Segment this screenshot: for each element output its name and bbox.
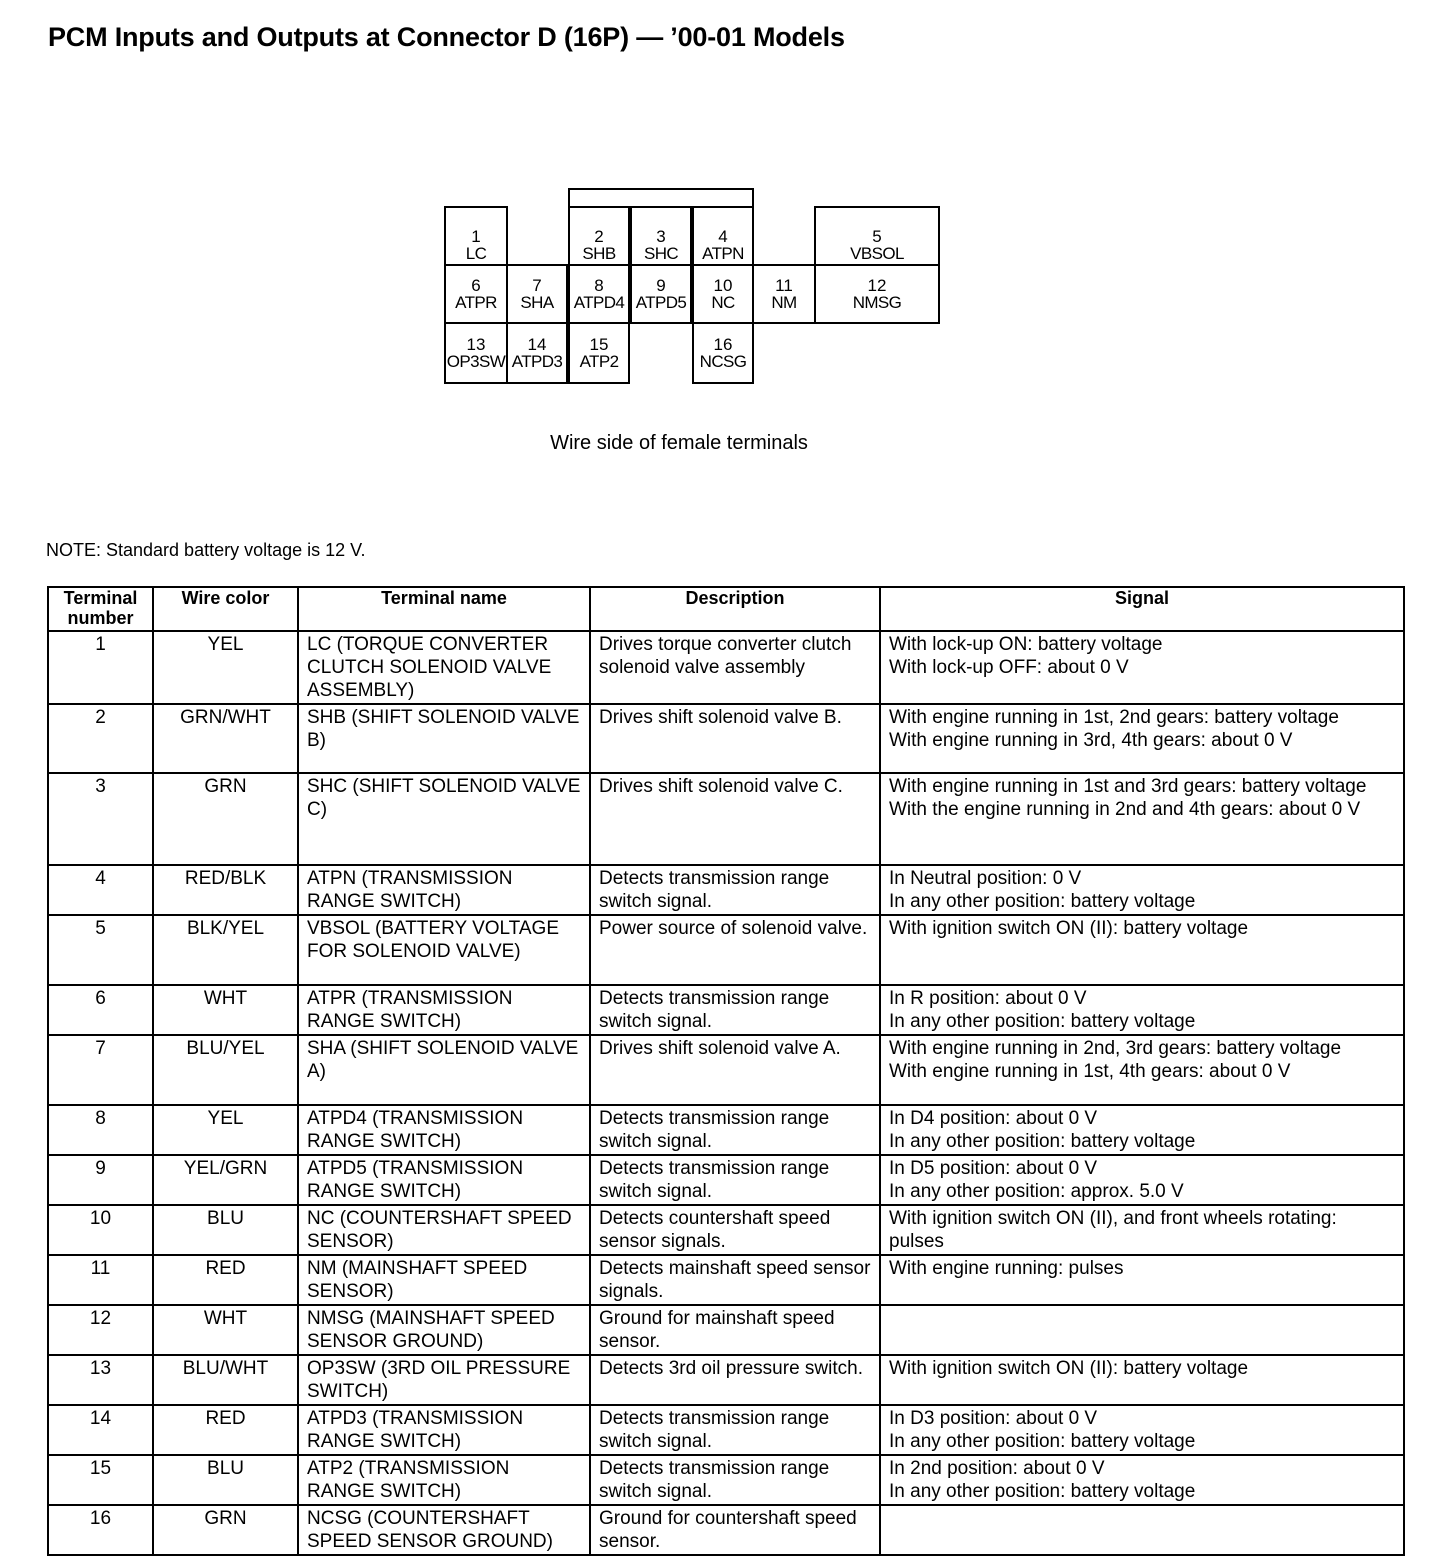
cell-description: Power source of solenoid valve. — [590, 915, 880, 985]
cell-description: Detects 3rd oil pressure switch. — [590, 1355, 880, 1405]
cell-terminal-name: NC (COUNTERSHAFT SPEED SENSOR) — [298, 1205, 590, 1255]
cell-terminal-name: ATPD5 (TRANSMISSION RANGE SWITCH) — [298, 1155, 590, 1205]
cell-description: Detects countershaft speed sensor signals. — [590, 1205, 880, 1255]
cell-description: Detects transmission range switch signal. — [590, 1105, 880, 1155]
cell-description: Ground for countershaft speed sensor. — [590, 1505, 880, 1555]
table-row — [48, 1305, 1404, 1355]
cell-terminal-name: ATPR (TRANSMISSION RANGE SWITCH) — [298, 985, 590, 1035]
cell-signal — [880, 773, 1404, 865]
cell-signal — [880, 1355, 1404, 1405]
cell-signal — [880, 1255, 1404, 1305]
table-row — [48, 1205, 1404, 1255]
header-terminal-number: Terminal number — [48, 587, 153, 631]
cell-signal — [880, 1455, 1404, 1505]
terminal-label: OP3SW — [446, 352, 506, 371]
cell-wire-color: RED — [153, 1255, 298, 1305]
cell-wire-color: BLU/WHT — [153, 1355, 298, 1405]
terminal-number: 9 — [656, 276, 666, 295]
terminal-label: NC — [711, 293, 735, 312]
cell-terminal-number: 1 — [48, 631, 153, 704]
connector-terminal-15 — [568, 322, 630, 384]
cell-terminal-number: 11 — [48, 1255, 153, 1305]
cell-terminal-number: 12 — [48, 1305, 153, 1355]
cell-description: Drives shift solenoid valve B. — [590, 704, 880, 773]
connector-terminal-14 — [506, 322, 568, 384]
table-row — [48, 865, 1404, 915]
terminal-label: ATPD5 — [635, 293, 687, 312]
cell-terminal-name: ATPN (TRANSMISSION RANGE SWITCH) — [298, 865, 590, 915]
signal-line: With engine running in 2nd, 3rd gears: battery voltage — [889, 1038, 1342, 1059]
connector-terminal-11 — [752, 264, 816, 324]
signal-line: In any other position: battery voltage — [889, 1131, 1196, 1152]
connector-terminal-9 — [630, 264, 692, 324]
cell-wire-color: GRN/WHT — [153, 704, 298, 773]
cell-wire-color: YEL — [153, 1105, 298, 1155]
cell-wire-color: GRN — [153, 773, 298, 865]
cell-terminal-number: 16 — [48, 1505, 153, 1555]
terminal-label: VBSOL — [850, 244, 904, 263]
table-row — [48, 1355, 1404, 1405]
cell-terminal-number: 5 — [48, 915, 153, 985]
terminal-number: 2 — [594, 227, 604, 246]
terminal-number: 4 — [718, 227, 728, 246]
signal-line: In any other position: approx. 5.0 V — [889, 1181, 1184, 1202]
signal-line: With engine running in 1st, 4th gears: about 0 V — [889, 1061, 1291, 1082]
cell-terminal-number: 2 — [48, 704, 153, 773]
terminal-label: ATPD3 — [511, 352, 563, 371]
signal-line: In any other position: battery voltage — [889, 891, 1196, 912]
connector-terminal-16 — [692, 322, 754, 384]
cell-wire-color: GRN — [153, 1505, 298, 1555]
terminal-number: 16 — [713, 335, 733, 354]
connector-diagram — [444, 188, 940, 384]
cell-wire-color: RED — [153, 1405, 298, 1455]
table-header-row — [48, 587, 1404, 631]
terminal-number: 5 — [872, 227, 882, 246]
cell-wire-color: RED/BLK — [153, 865, 298, 915]
terminal-label: NM — [771, 293, 797, 312]
cell-terminal-name: SHA (SHIFT SOLENOID VALVE A) — [298, 1035, 590, 1105]
cell-description: Detects transmission range switch signal. — [590, 1405, 880, 1455]
terminal-number: 15 — [589, 335, 609, 354]
cell-terminal-name: NMSG (MAINSHAFT SPEED SENSOR GROUND) — [298, 1305, 590, 1355]
cell-description: Detects mainshaft speed sensor signals. — [590, 1255, 880, 1305]
signal-line: With engine running in 3rd, 4th gears: about 0 V — [889, 730, 1293, 751]
cell-wire-color: BLU — [153, 1205, 298, 1255]
cell-description: Detects transmission range switch signal. — [590, 865, 880, 915]
cell-terminal-name: ATP2 (TRANSMISSION RANGE SWITCH) — [298, 1455, 590, 1505]
cell-signal — [880, 1405, 1404, 1455]
terminal-number: 10 — [713, 276, 733, 295]
cell-description: Detects transmission range switch signal. — [590, 985, 880, 1035]
table-row — [48, 1455, 1404, 1505]
signal-line: With lock-up OFF: about 0 V — [889, 657, 1129, 678]
table-row — [48, 704, 1404, 773]
connector-terminal-6 — [444, 264, 508, 324]
terminal-label: LC — [465, 244, 487, 263]
cell-signal — [880, 985, 1404, 1035]
table-row — [48, 1505, 1404, 1555]
cell-terminal-name: OP3SW (3RD OIL PRESSURE SWITCH) — [298, 1355, 590, 1405]
cell-terminal-number: 7 — [48, 1035, 153, 1105]
signal-line: In any other position: battery voltage — [889, 1011, 1196, 1032]
connector-terminal-10 — [692, 264, 754, 324]
cell-terminal-name: NM (MAINSHAFT SPEED SENSOR) — [298, 1255, 590, 1305]
terminal-label: SHA — [520, 293, 554, 312]
cell-description: Ground for mainshaft speed sensor. — [590, 1305, 880, 1355]
table-row — [48, 1405, 1404, 1455]
terminal-label: ATPD4 — [573, 293, 625, 312]
signal-line: In R position: about 0 V — [889, 988, 1087, 1009]
table-row — [48, 773, 1404, 865]
cell-terminal-number: 15 — [48, 1455, 153, 1505]
terminal-number: 12 — [867, 276, 887, 295]
cell-description: Detects transmission range switch signal. — [590, 1155, 880, 1205]
terminal-number: 3 — [656, 227, 666, 246]
signal-line: With the engine running in 2nd and 4th gears: about 0 V — [889, 799, 1361, 820]
table-row — [48, 1035, 1404, 1105]
cell-terminal-number: 8 — [48, 1105, 153, 1155]
cell-description: Drives shift solenoid valve C. — [590, 773, 880, 865]
terminal-label: ATP2 — [579, 352, 619, 371]
signal-line: With engine running in 1st and 3rd gears: battery voltage — [889, 776, 1367, 797]
signal-line: In D4 position: about 0 V — [889, 1108, 1098, 1129]
cell-signal — [880, 1205, 1404, 1255]
cell-terminal-number: 4 — [48, 865, 153, 915]
terminal-label: ATPN — [702, 244, 744, 263]
connector-terminal-12 — [814, 264, 940, 324]
cell-terminal-number: 9 — [48, 1155, 153, 1205]
cell-signal — [880, 704, 1404, 773]
signal-line: With engine running in 1st, 2nd gears: battery voltage — [889, 707, 1339, 728]
signal-line: With lock-up ON: battery voltage — [889, 634, 1163, 655]
cell-wire-color: YEL — [153, 631, 298, 704]
cell-signal — [880, 631, 1404, 704]
header-wire-color: Wire color — [153, 587, 298, 631]
cell-wire-color: YEL/GRN — [153, 1155, 298, 1205]
terminal-label: SHB — [582, 244, 616, 263]
cell-terminal-name: VBSOL (BATTERY VOLTAGE FOR SOLENOID VALVE) — [298, 915, 590, 985]
cell-description: Detects transmission range switch signal. — [590, 1455, 880, 1505]
cell-description: Drives shift solenoid valve A. — [590, 1035, 880, 1105]
cell-signal — [880, 865, 1404, 915]
table-row — [48, 1255, 1404, 1305]
cell-terminal-name: SHC (SHIFT SOLENOID VALVE C) — [298, 773, 590, 865]
header-description: Description — [590, 587, 880, 631]
signal-line: With engine running: pulses — [889, 1258, 1124, 1279]
terminal-label: ATPR — [455, 293, 497, 312]
terminal-number: 11 — [775, 276, 793, 295]
terminal-number: 14 — [527, 335, 547, 354]
cell-terminal-number: 6 — [48, 985, 153, 1035]
terminal-label: SHC — [643, 244, 679, 263]
cell-terminal-name: SHB (SHIFT SOLENOID VALVE B) — [298, 704, 590, 773]
cell-wire-color: BLU/YEL — [153, 1035, 298, 1105]
cell-terminal-number: 14 — [48, 1405, 153, 1455]
cell-terminal-name: LC (TORQUE CONVERTER CLUTCH SOLENOID VALVE ASSEMBLY) — [298, 631, 590, 704]
terminal-number: 13 — [466, 335, 486, 354]
page-title: PCM Inputs and Outputs at Connector D (16P) — ’00-01 Models — [48, 22, 845, 52]
cell-wire-color: WHT — [153, 1305, 298, 1355]
terminal-label: NMSG — [852, 293, 902, 312]
cell-signal — [880, 1505, 1404, 1555]
signal-line: In any other position: battery voltage — [889, 1431, 1196, 1452]
pin-table — [47, 586, 1405, 1556]
cell-wire-color: BLU — [153, 1455, 298, 1505]
connector-terminal-7 — [506, 264, 568, 324]
header-signal: Signal — [880, 587, 1404, 631]
note: NOTE: Standard battery voltage is 12 V. — [46, 540, 366, 560]
signal-line: In D3 position: about 0 V — [889, 1408, 1098, 1429]
terminal-number: 8 — [594, 276, 604, 295]
cell-terminal-number: 13 — [48, 1355, 153, 1405]
cell-signal — [880, 915, 1404, 985]
cell-description: Drives torque converter clutch solenoid valve assembly — [590, 631, 880, 704]
table-row — [48, 915, 1404, 985]
cell-wire-color: BLK/YEL — [153, 915, 298, 985]
table-row — [48, 985, 1404, 1035]
cell-terminal-number: 3 — [48, 773, 153, 865]
table-row — [48, 1105, 1404, 1155]
cell-terminal-name: NCSG (COUNTERSHAFT SPEED SENSOR GROUND) — [298, 1505, 590, 1555]
cell-signal — [880, 1105, 1404, 1155]
table-row — [48, 1155, 1404, 1205]
terminal-number: 7 — [532, 276, 542, 295]
terminal-label: NCSG — [699, 352, 747, 371]
header-terminal-name: Terminal name — [298, 587, 590, 631]
signal-line: In D5 position: about 0 V — [889, 1158, 1098, 1179]
signal-line: With ignition switch ON (II): battery voltage — [889, 918, 1249, 939]
cell-wire-color: WHT — [153, 985, 298, 1035]
signal-line: With ignition switch ON (II), and front wheels rotating: pulses — [889, 1208, 1337, 1252]
cell-signal — [880, 1305, 1404, 1355]
cell-signal — [880, 1155, 1404, 1205]
signal-line: In 2nd position: about 0 V — [889, 1458, 1105, 1479]
cell-terminal-number: 10 — [48, 1205, 153, 1255]
signal-line: With ignition switch ON (II): battery voltage — [889, 1358, 1249, 1379]
signal-line: In any other position: battery voltage — [889, 1481, 1196, 1502]
signal-line: In Neutral position: 0 V — [889, 868, 1082, 889]
cell-terminal-name: ATPD4 (TRANSMISSION RANGE SWITCH) — [298, 1105, 590, 1155]
terminal-number: 1 — [471, 227, 481, 246]
connector-locking-tab — [568, 188, 754, 208]
cell-terminal-name: ATPD3 (TRANSMISSION RANGE SWITCH) — [298, 1405, 590, 1455]
table-row — [48, 631, 1404, 704]
connector-terminal-13 — [444, 322, 508, 384]
connector-caption: Wire side of female terminals — [550, 432, 808, 454]
connector-terminal-8 — [568, 264, 630, 324]
terminal-number: 6 — [471, 276, 481, 295]
cell-signal — [880, 1035, 1404, 1105]
